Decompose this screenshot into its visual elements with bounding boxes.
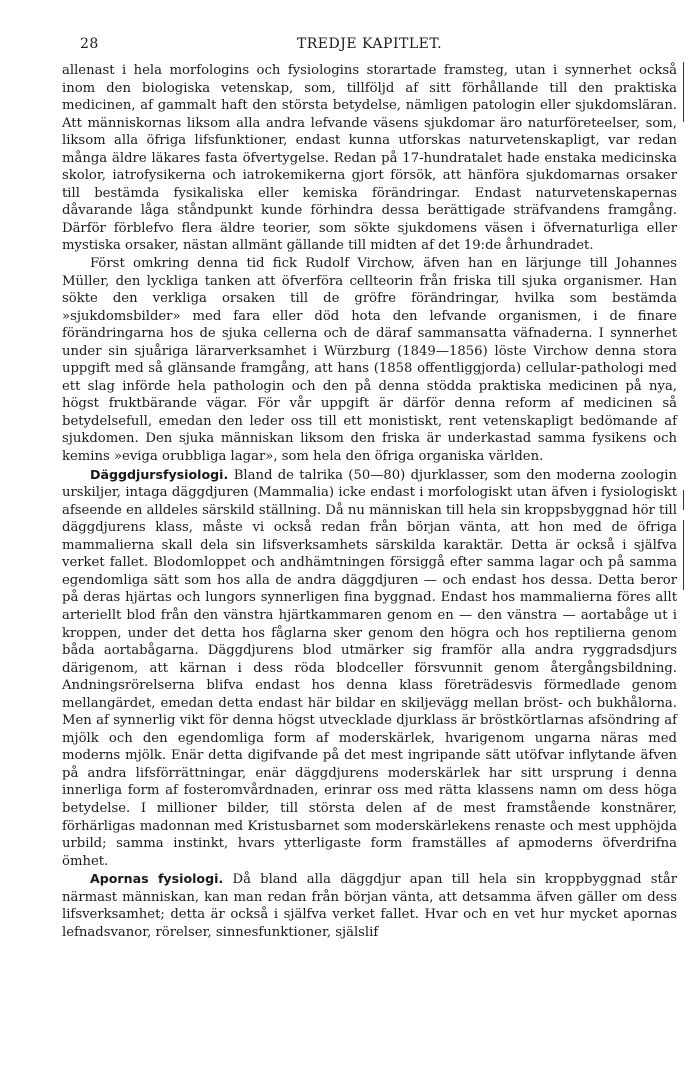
body-text bbox=[62, 62, 677, 941]
paragraph-text: Bland de talrika (50—80) djurklasser, som den moderna zoologin urskiljer, intaga däggdjuren (Mammalia) icke endast i morfologiskt utan äfven i fysiologiskt afseende en alldeles särskild ställning. Då nu människan till hela sin kroppsbyggnad hör till däggdjurens klass, måste vi också redan från början vänta, att hon med de öfriga mammalierna skall dela sin lifsverksamhets särskilda karaktär. Detta är också i själfva verket fallet. Blodomloppet och andhämtningen försiggå efter samma lagar och på samma egendomliga sätt som hos alla de andra däggdjuren — och endast hos dessa. Detta beror på deras hjärtas och lungors synnerligen fina byggnad. Endast hos mammalierna föres allt arteriellt blod från den vänstra hjärtkammaren genom en — den vänstra — aortabåge ut i kroppen, under det detta hos fåglarna sker genom den högra och hos reptilierna genom båda aortabågarna. Däggdjurens blod utmärker sig framför alla andra ryggradsdjurs därigenom, att kärnan i dess röda blodceller försvunnit genom återgångsbildning. Andningsrörelserna blifva endast hos denna klass företrädesvis förmedlade genom mellangärdet, emedan detta endast här bildar en skiljevägg mellan bröst- och bukhålorna. Men af synnerlig vikt för denna högst utvecklade djurklass är bröstkörtlarnas afsöndring af mjölk och den egendomliga form af moderskärlek, hvarigenom ungarna näras med moderns mjölk. Enär detta digifvande på det mest ingripande sätt utöfvar inflytande äfven på andra lifsförrättningar, enär däggdjurens moderskärlek har sitt ursprung i denna innerliga form af fosteromvårdnaden, erinrar oss med rätta klassens namn om dess höga betydelse. I millioner bilder, till största delen af de mest framstående konstnärer, förhärligas madonnan med Kristusbarnet som moderskärlekens renaste och mest upphöjda urbild; samma instinkt, hvars ytterligaste form framställes af apmoderns öfverdrifna ömhet. bbox=[62, 467, 678, 869]
section-heading: Apornas fysiologi. bbox=[90, 871, 233, 887]
paragraph-ape-physiology bbox=[62, 870, 677, 941]
paragraph-text: Först omkring denna tid fick Rudolf Virchow, äfven han en lärjunge till Johannes Müller, den lyckliga tanken att öfverföra cellteorin från friska till sjuka organismer. Han sökte den verkliga orsaken till de gröfre förändringar, hvilka som bestämda »sjukdomsbilder» med fara eller död hota den lefvande organismen, i de finare förändringarna hos de sjuka cellerna och de däraf sammansatta väfnaderna. I synnerhet under sin sjuåriga lärarverksamhet i Würzburg (1849—1856) löste Virchow denna stora uppgift med så glänsande framgång, att hans (1858 offentliggjorda) cellular-pathologi med ett slag införde hela pathologin och den på denna stödda praktiska medicinen på nya, högst fruktbärande vägar. För vår uppgift är därför denna reform af medicinen så betydelsefull, emedan den leder oss till ett monistiskt, rent vetenskapligt bedömande af sjukdomen. Den sjuka människan liksom den friska är underkastad samma fysikens och kemins »eviga orubbliga lagar», som hela den öfriga organiska världen. bbox=[62, 256, 677, 465]
paragraph-text: Då bland alla däggdjur apan till hela sin kroppbyggnad står närmast människan, kan man redan från början vänta, att detsamma äfven gäller om dess lifsverksamhet; detta är också i själfva verket fallet. Hvar och en vet hur mycket apornas lefnadsvanor, rörelser, sinnesfunktioner, själslif bbox=[62, 872, 677, 940]
paragraph-virchow bbox=[62, 255, 677, 466]
margin-rule bbox=[683, 520, 684, 590]
paragraph-mammal-physiology bbox=[62, 466, 677, 871]
paragraph-pathology bbox=[62, 62, 677, 255]
margin-rule bbox=[683, 62, 684, 122]
running-title: TREDJE KAPITLET. bbox=[296, 36, 443, 52]
page-number: 28 bbox=[80, 36, 99, 52]
margin-rule bbox=[683, 490, 684, 510]
section-heading: Däggdjursfysiologi. bbox=[90, 466, 234, 482]
paragraph-text: allenast i hela morfologins och fysiologins storartade framsteg, utan i synnerhet också inom den biologiska vetenskap, som, tillföljd af sitt förhållande till den praktiska medicinen, af gammalt haft den största betydelse, nämligen patologin eller sjukdomsläran. Att människornas liksom alla andra lefvande väsens sjukdomar äro naturföreteelser, som, liksom alla öfriga lifsfunktioner, endast kunna utforskas naturvetenskapligt, var redan många äldre läkares fasta öfvertygelse. Redan på 17-hundratalet hade enstaka medicinska skolor, iatrofysikerna och iatrokemikerna gjort försök, att hänföra sjukdomarnas orsaker till bestämda fysikaliska eller kemiska förändringar. Endast naturvetenskapernas dåvarande låga ståndpunkt kunde förhindra dessa berättigade sträfvandens framgång. Därför förblefvo flera äldre teorier, som sökte sjukdomens väsen i öfvernaturliga eller mystiska orsaker, nästan allmänt gällande till midten af det 19:de århundradet. bbox=[62, 63, 677, 254]
